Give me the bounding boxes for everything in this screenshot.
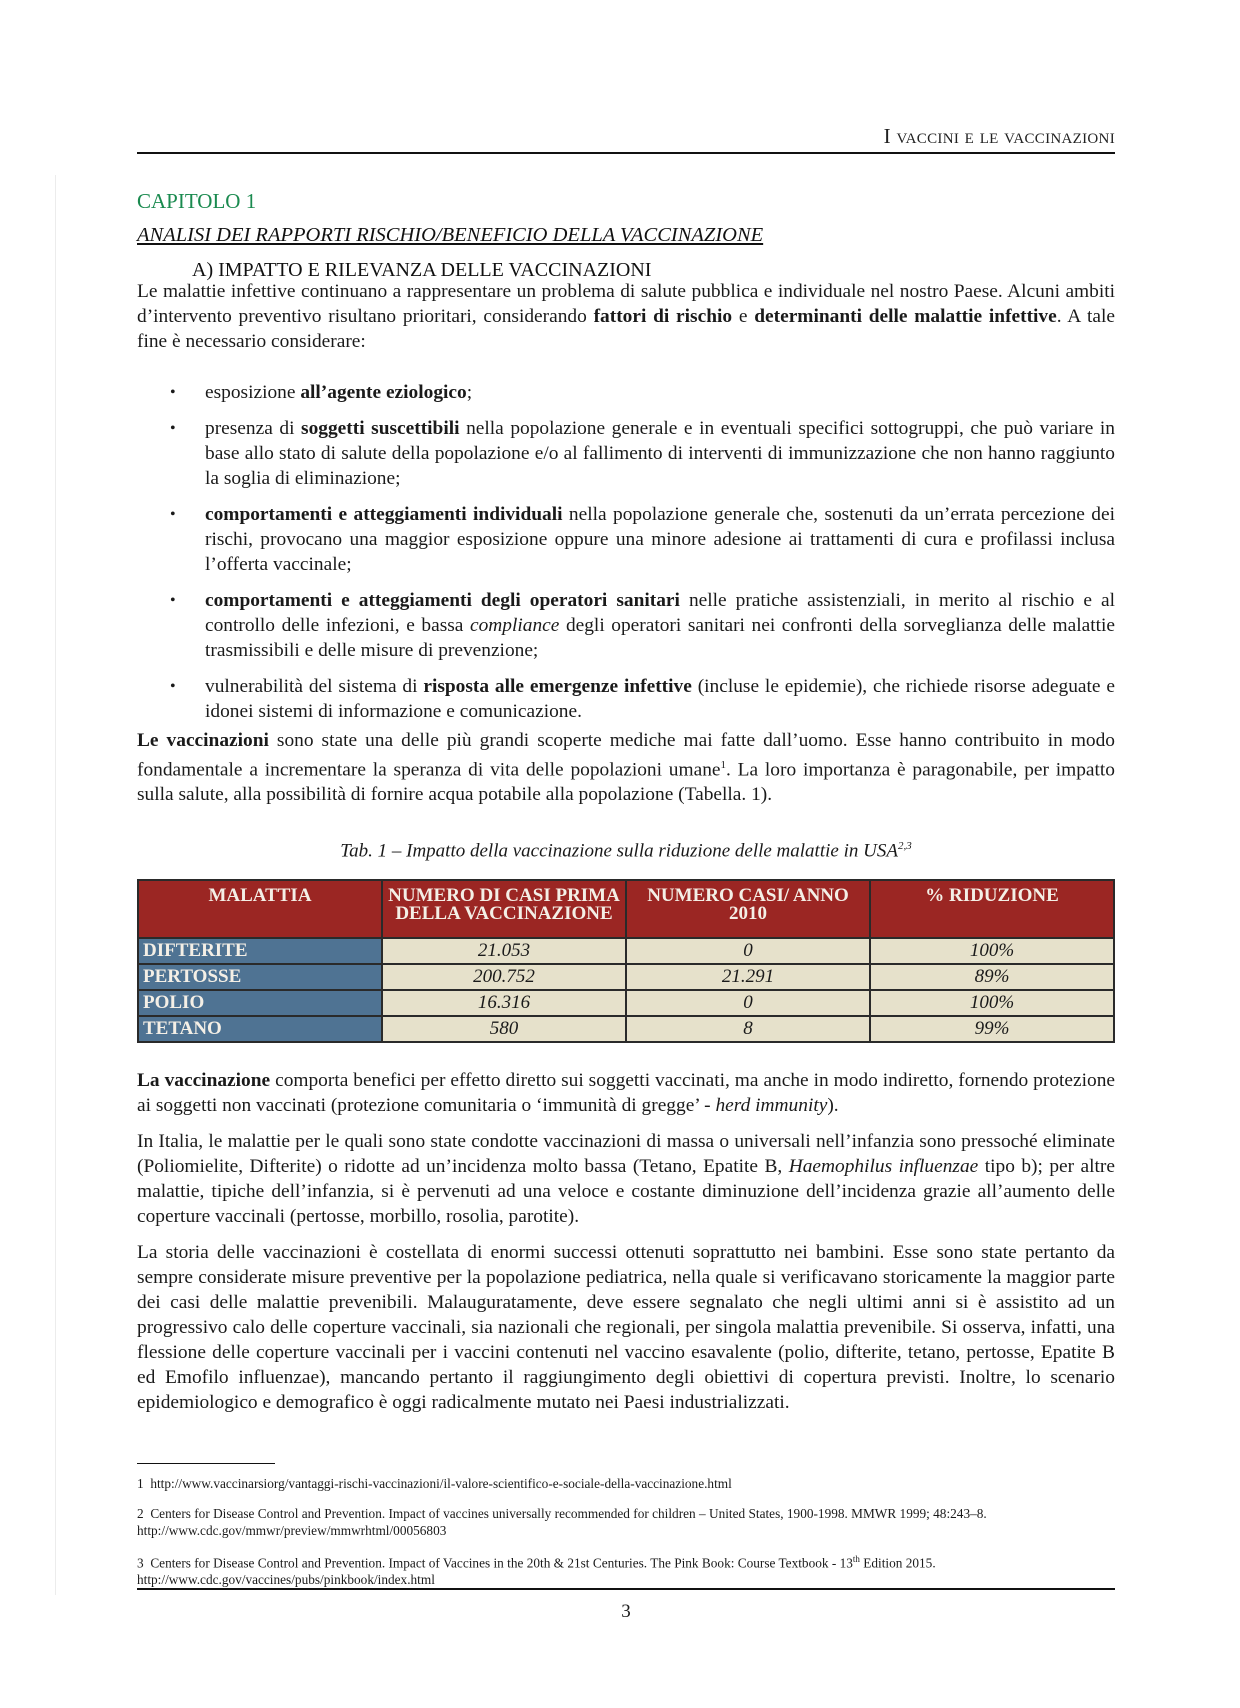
reduction-cell: 89% xyxy=(870,964,1114,990)
caption-refs[interactable]: 2,3 xyxy=(897,840,912,852)
cases-2010-cell: 0 xyxy=(626,938,870,964)
footnote-separator xyxy=(137,1463,275,1464)
footer-rule xyxy=(137,1588,1115,1590)
bullet-icon: • xyxy=(170,506,176,523)
column-header: % RIDUZIONE xyxy=(870,880,1114,938)
intro-paragraph: Le malattie infettive continuano a rappresentare un problema di salute pubblica e individuale nel nostro Paese. Alcuni ambiti d’intervento preventivo risultano prioritari, considerando fattori di rischio e determinanti delle malattie infettive. A tale fine è necessario considerare: xyxy=(137,281,1116,352)
list-item: • comportamenti e atteggiamenti individuali nella popolazione generale che, sostenuti da un’errata percezione dei rischi, provocano una maggior esposizione oppure una minore adesione ai trattamenti di cura e profilassi inclusa l’offerta vaccinale; xyxy=(170,504,1115,575)
list-item: • vulnerabilità del sistema di risposta alle emergenze infettive (incluse le epidemie), che richiede risorse adeguate e idonei sistemi di informazione e comunicazione. xyxy=(170,676,1115,722)
cases-2010-cell: 8 xyxy=(626,1016,870,1042)
list-item: • presenza di soggetti suscettibili nella popolazione generale e in eventuali specifici sottogruppi, che può variare in base allo stato di salute della popolazione e/o al fallimento di interventi di immunizzazione che non hanno raggiunto la soglia di eliminazione; xyxy=(170,418,1115,489)
disease-cell: PERTOSSE xyxy=(138,964,382,990)
running-header: I vaccini e le vaccinazioni xyxy=(883,124,1115,148)
page-edge-line xyxy=(55,175,56,1595)
bullet-icon: • xyxy=(170,420,176,437)
header-rule xyxy=(137,152,1115,154)
vaccination-paragraph: Le vaccinazioni sono state una delle più grandi scoperte mediche mai fatte dall’uomo. Esse hanno contribuito in modo fondamentale a incrementare la speranza di vita delle popolazioni umane$^1$. La loro importanza è paragonabile, per impatto sulla salute, alla possibilità di fornire acqua potabile alla popolazione (Tabella. 1). xyxy=(137,730,1116,806)
table-row xyxy=(138,1016,1114,1042)
reduction-cell: 99% xyxy=(870,1016,1114,1042)
disease-cell: DIFTERITE xyxy=(138,938,382,964)
reduction-cell: 100% xyxy=(870,990,1114,1016)
column-header: NUMERO CASI/ ANNO 2010 xyxy=(626,880,870,938)
page-number: 3 xyxy=(621,1601,631,1622)
cases-before-cell: 16.316 xyxy=(382,990,626,1016)
cases-before-cell: 200.752 xyxy=(382,964,626,990)
bullet-icon: • xyxy=(170,592,176,609)
column-header: MALATTIA xyxy=(138,880,382,938)
table-row xyxy=(138,938,1114,964)
herd-immunity-paragraph: La vaccinazione comporta benefici per effetto diretto sui soggetti vaccinati, ma anche in modo indiretto, fornendo protezione ai soggetti non vaccinati (protezione comunitaria o ‘immunità di gregge’ - herd immunity). xyxy=(137,1070,1116,1116)
cases-before-cell: 580 xyxy=(382,1016,626,1042)
chapter-label: CAPITOLO 1 xyxy=(137,189,257,213)
footnote-link[interactable]: http://www.vaccinarsiorg/vantaggi-rischi-vaccinazioni/il-valore-scientifico-e-sociale-della-vaccinazione.html xyxy=(150,1476,732,1491)
vaccination-impact-table xyxy=(137,879,1115,1043)
risk-factor-list xyxy=(137,380,1115,735)
footnote-ref[interactable]: 1 xyxy=(720,759,726,771)
footnote-2: 2 Centers for Disease Control and Prevention. Impact of vaccines universally recommended for children – United States, 1900-1998. MMWR 1999; 48:243–8. http://www.cdc.gov/mmwr/preview/mmwrhtml/00056803 xyxy=(137,1506,987,1538)
cases-2010-cell: 21.291 xyxy=(626,964,870,990)
table-row xyxy=(138,964,1114,990)
cases-2010-cell: 0 xyxy=(626,990,870,1016)
cases-before-cell: 21.053 xyxy=(382,938,626,964)
disease-cell: POLIO xyxy=(138,990,382,1016)
table-header-row xyxy=(138,880,1114,938)
footnote-1: 1 http://www.vaccinarsiorg/vantaggi-rischi-vaccinazioni/il-valore-scientifico-e-sociale-della-vaccinazione.html xyxy=(137,1476,732,1491)
italy-paragraph: In Italia, le malattie per le quali sono state condotte vaccinazioni di massa o universali nell’infanzia sono pressoché eliminate (Poliomielite, Difterite) o ridotte ad un’incidenza molto bassa (Tetano, Epatite B, Haemophilus influenzae tipo b); per altre malattie, tipiche dell’infanzia, si è pervenuti ad una veloce e costante diminuzione dell’incidenza grazie all’aumento delle coperture vaccinali (pertosse, morbillo, rosolia, parotite). xyxy=(137,1131,1115,1227)
disease-cell: TETANO xyxy=(138,1016,382,1042)
chapter-subtitle: ANALISI DEI RAPPORTI RISCHIO/BENEFICIO DELLA VACCINAZIONE xyxy=(137,224,764,246)
history-paragraph: La storia delle vaccinazioni è costellata di enormi successi ottenuti soprattutto nei bambini. Esse sono state pertanto da sempre considerate misure preventive per la popolazione pediatrica, nella quale si verificavano storicamente la maggior parte dei casi delle malattie prevenibili. Malauguratamente, deve essere segnalato che negli ultimi anni si è assistito ad un progressivo calo delle coperture vaccinali, sia nazionali che regionali, per singola malattia prevenibile. Si osserva, infatti, una flessione delle coperture vaccinali per i vaccini contenuti nel vaccino esavalente (polio, difterite, tetano, pertosse, Epatite B ed Emofilo influenzae), mancando pertanto il raggiungimento degli obiettivi di copertura previsti. Inoltre, lo scenario epidemiologico e demografico è oggi radicalmente mutato nei Paesi industrializzati. xyxy=(137,1242,1115,1413)
table-caption: Tab. 1 – Impatto della vaccinazione sulla riduzione delle malattie in USA$^{2,3}$ xyxy=(340,840,912,862)
list-item: • comportamenti e atteggiamenti degli operatori sanitari nelle pratiche assistenziali, in merito al rischio e al controllo delle infezioni, e bassa compliance degli operatori sanitari nei confronti della sorveglianza delle malattie trasmissibili e delle misure di prevenzione; xyxy=(170,590,1115,661)
bullet-icon: • xyxy=(170,678,176,695)
bullet-icon: • xyxy=(170,384,176,401)
column-header: NUMERO DI CASI PRIMA DELLA VACCINAZIONE xyxy=(382,880,626,938)
footnote-3: 3 Centers for Disease Control and Prevention. Impact of Vaccines in the 20th & 21st Centuries. The Pink Book: Course Textbook - 13th Edition 2015. http://www.cdc.gov/vaccines/pubs/pinkbook/index.html xyxy=(137,1554,936,1588)
table-row xyxy=(138,990,1114,1016)
reduction-cell: 100% xyxy=(870,938,1114,964)
list-item: • esposizione all’agente eziologico; xyxy=(170,382,473,403)
section-heading: A) IMPATTO E RILEVANZA DELLE VACCINAZIONI xyxy=(192,259,652,281)
